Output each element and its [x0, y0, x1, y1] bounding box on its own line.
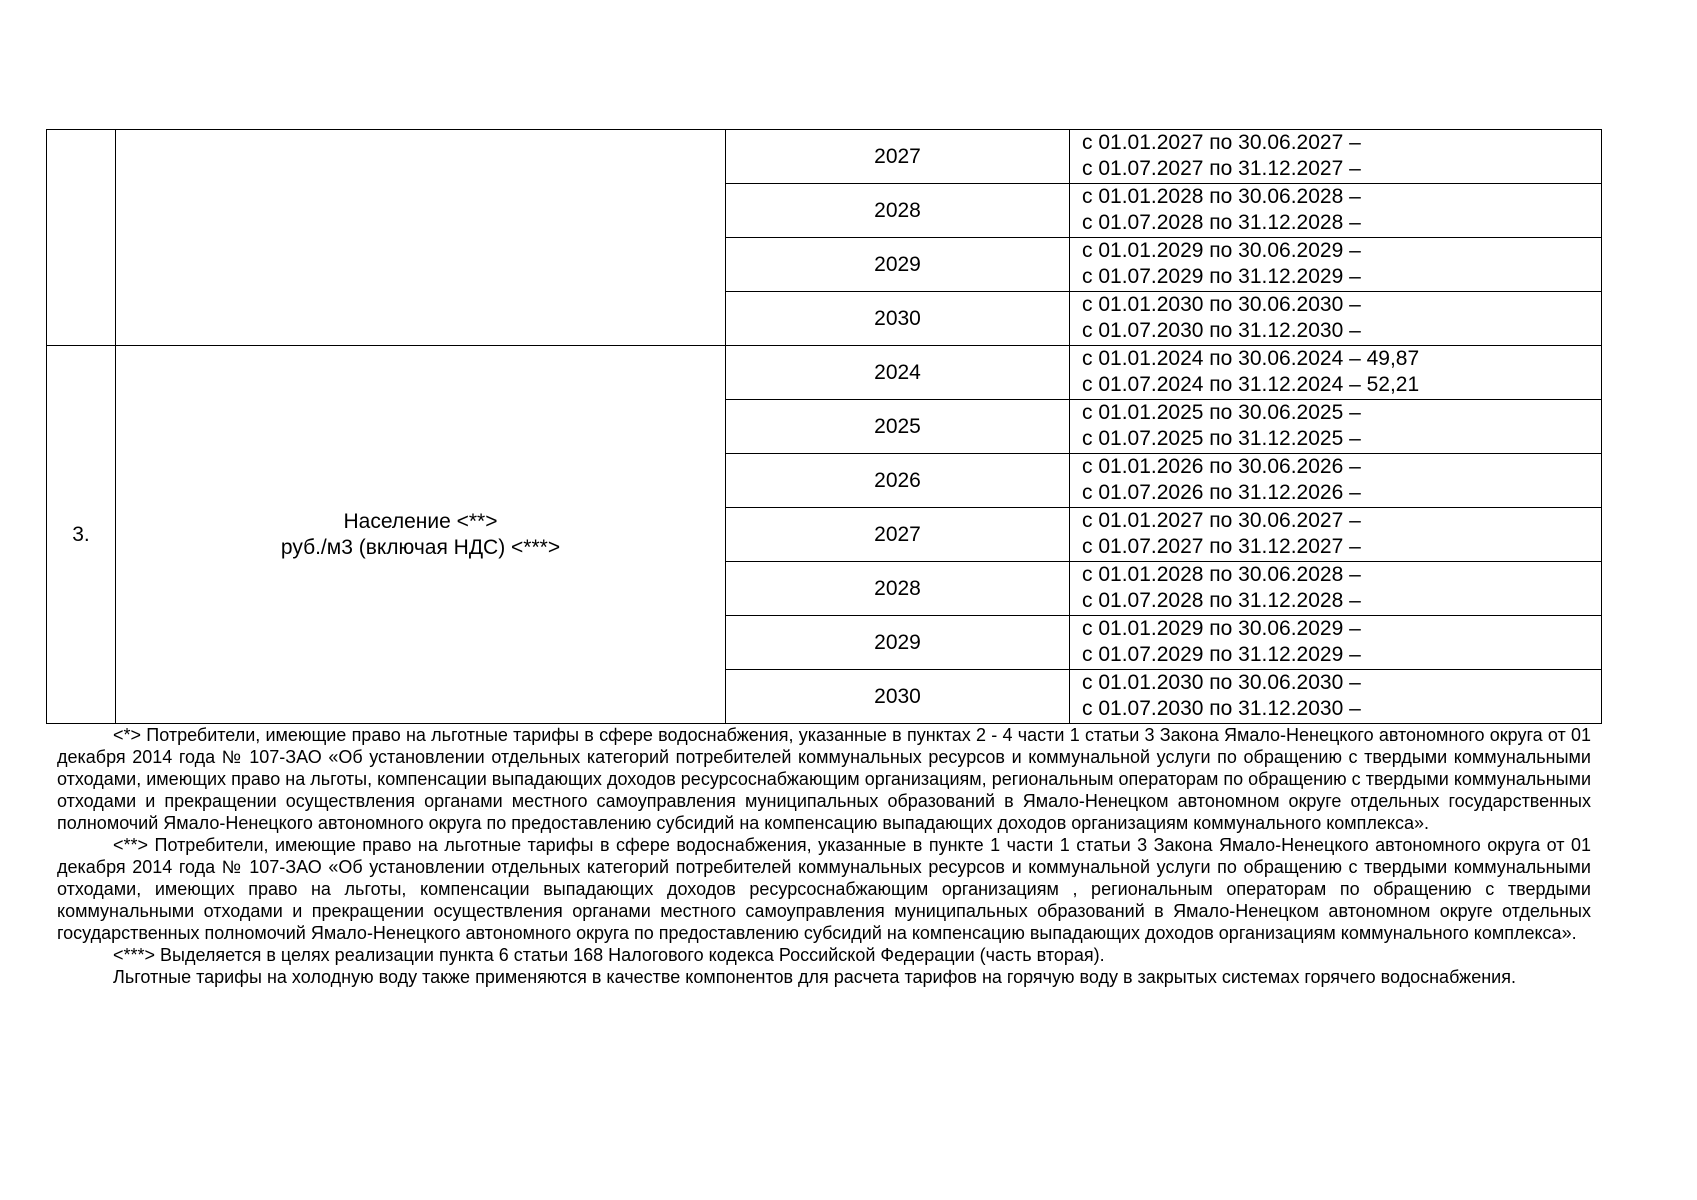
row-number-cell: 3. [47, 346, 116, 724]
category-cell [116, 130, 726, 346]
period-first-half: с 01.01.2028 по 30.06.2028 – [1082, 563, 1361, 586]
period-second-half: с 01.07.2029 по 31.12.2029 – [1082, 265, 1361, 288]
period-cell [1070, 130, 1602, 184]
category-name: Население <**> [343, 509, 498, 533]
period-first-half: с 01.01.2029 по 30.06.2029 – [1082, 617, 1361, 640]
period-cell [1070, 670, 1602, 724]
period-second-half: с 01.07.2030 по 31.12.2030 – [1082, 319, 1361, 342]
footnote-triple-star: <***> Выделяется в целях реализации пункта 6 статьи 168 Налогового кодекса Российской Федерации (часть вторая). [113, 945, 1105, 965]
table-row [47, 346, 1602, 400]
year-cell: 2030 [726, 670, 1070, 724]
period-first-half: с 01.01.2029 по 30.06.2029 – [1082, 239, 1361, 262]
period-cell [1070, 184, 1602, 238]
period-cell [1070, 238, 1602, 292]
footnote-single-star: <*> Потребители, имеющие право на льготные тарифы в сфере водоснабжения, указанные в пунктах 2 - 4 части 1 статьи 3 Закона Ямало-Ненецкого автономного округа от 01 декабря 2014 года № 107-ЗАО «Об установлении отдельных категорий потребителей коммунальных ресурсов и коммунальной услуги по обращению с твердыми коммунальными отходами, имеющих право на льготы, компенсации выпадающих доходов ресурсоснабжающим организациям, региональным операторам по обращению с твердыми коммунальными отходами и прекращении осуществления органами местного самоуправления муниципальных образований в Ямало-Ненецком автономном округе отдельных государственных полномочий Ямало-Ненецкого автономного округа по предоставлению субсидий на компенсацию выпадающих доходов организациям коммунального комплекса». [57, 725, 1591, 833]
period-second-half: с 01.07.2028 по 31.12.2028 – [1082, 211, 1361, 234]
period-second-half: с 01.07.2027 по 31.12.2027 – [1082, 157, 1361, 180]
table-row [47, 130, 1602, 184]
year-cell: 2025 [726, 400, 1070, 454]
period-second-half: с 01.07.2027 по 31.12.2027 – [1082, 535, 1361, 558]
period-first-half: с 01.01.2025 по 30.06.2025 – [1082, 401, 1361, 424]
period-cell [1070, 616, 1602, 670]
period-first-half: с 01.01.2027 по 30.06.2027 – [1082, 131, 1361, 154]
period-second-half: с 01.07.2025 по 31.12.2025 – [1082, 427, 1361, 450]
year-cell: 2029 [726, 616, 1070, 670]
period-first-half: с 01.01.2027 по 30.06.2027 – [1082, 509, 1361, 532]
period-cell [1070, 562, 1602, 616]
year-cell: 2028 [726, 562, 1070, 616]
year-cell: 2029 [726, 238, 1070, 292]
period-cell [1070, 508, 1602, 562]
period-cell [1070, 454, 1602, 508]
period-cell [1070, 346, 1602, 400]
tariff-table [46, 129, 1602, 724]
category-unit: руб./м3 (включая НДС) <***> [280, 535, 561, 559]
period-cell [1070, 400, 1602, 454]
period-first-half: с 01.01.2030 по 30.06.2030 – [1082, 671, 1361, 694]
period-second-half: с 01.07.2029 по 31.12.2029 – [1082, 643, 1361, 666]
period-second-half: с 01.07.2026 по 31.12.2026 – [1082, 481, 1361, 504]
footnote-hot-water: Льготные тарифы на холодную воду также применяются в качестве компонентов для расчета тарифов на горячую воду в закрытых системах горячего водоснабжения. [113, 967, 1516, 987]
period-first-half: с 01.01.2030 по 30.06.2030 – [1082, 293, 1361, 316]
period-second-half: с 01.07.2028 по 31.12.2028 – [1082, 589, 1361, 612]
footnote-double-star: <**> Потребители, имеющие право на льготные тарифы в сфере водоснабжения, указанные в пункте 1 части 1 статьи 3 Закона Ямало-Ненецкого автономного округа от 01 декабря 2014 года № 107-ЗАО «Об установлении отдельных категорий потребителей коммунальных ресурсов и коммунальной услуги по обращению с твердыми коммунальными отходами, имеющих право на льготы, компенсации выпадающих доходов ресурсоснабжающим организациям , региональным операторам по обращению с твердыми коммунальными отходами и прекращении осуществления органами местного самоуправления муниципальных образований в Ямало-Ненецком автономном округе отдельных государственных полномочий Ямало-Ненецкого автономного округа по предоставлению субсидий на компенсацию выпадающих доходов организациям коммунального комплекса». [57, 835, 1591, 943]
year-cell: 2027 [726, 508, 1070, 562]
period-cell [1070, 292, 1602, 346]
period-second-half: с 01.07.2030 по 31.12.2030 – [1082, 697, 1361, 720]
year-cell: 2027 [726, 130, 1070, 184]
year-cell: 2026 [726, 454, 1070, 508]
footnotes [57, 724, 1591, 988]
row-number-cell [47, 130, 116, 346]
period-first-half: с 01.01.2028 по 30.06.2028 – [1082, 185, 1361, 208]
year-cell: 2028 [726, 184, 1070, 238]
period-first-half: с 01.01.2024 по 30.06.2024 – 49,87 [1082, 347, 1420, 370]
period-first-half: с 01.01.2026 по 30.06.2026 – [1082, 455, 1361, 478]
category-cell [116, 346, 726, 724]
year-cell: 2030 [726, 292, 1070, 346]
year-cell: 2024 [726, 346, 1070, 400]
period-second-half: с 01.07.2024 по 31.12.2024 – 52,21 [1082, 373, 1420, 396]
